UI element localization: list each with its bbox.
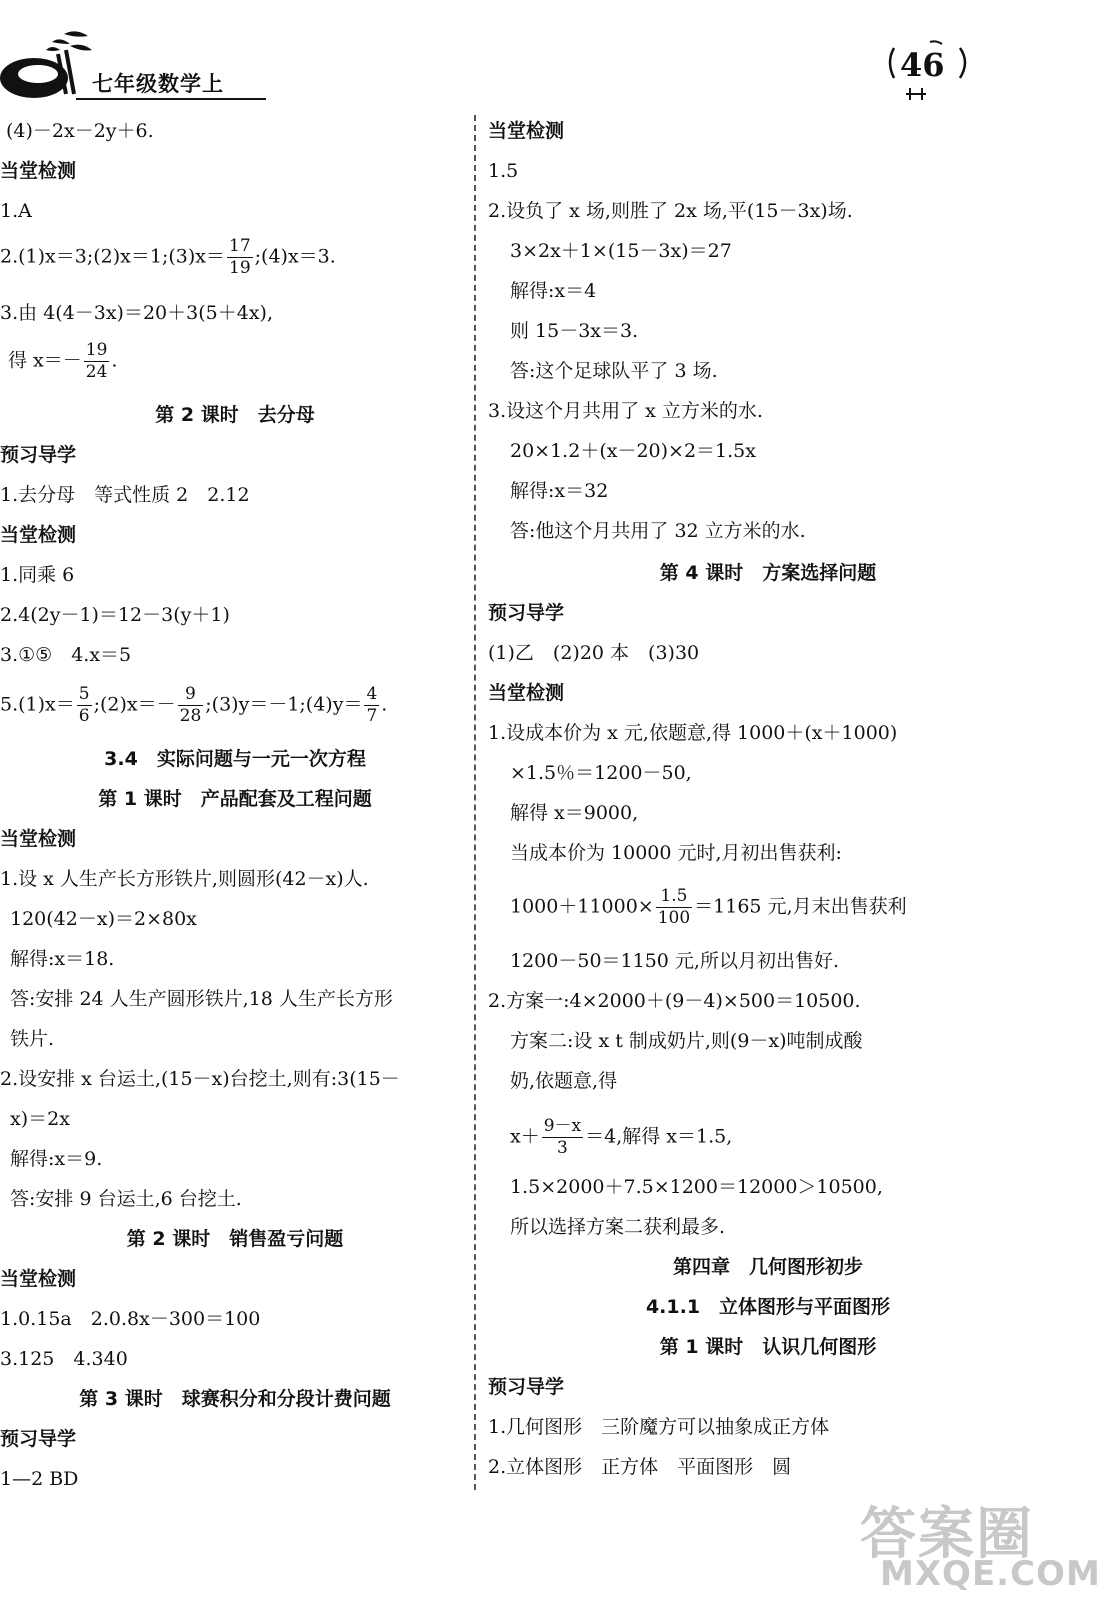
answer-line: 1.设 x 人生产长方形铁片,则圆形(42－x)人.	[0, 868, 369, 890]
answer-line-with-fraction	[0, 238, 336, 277]
answer-line: 1.0.15a 2.0.8x－300＝100	[0, 1308, 261, 1330]
answer-line: 解得:x＝32	[510, 480, 609, 502]
fraction	[364, 686, 379, 725]
answer-line-with-fraction	[510, 888, 907, 927]
section-heading: 预习导学	[488, 1376, 565, 1398]
answer-line: 方案二:设 x t 制成奶片,则(9－x)吨制成酸	[510, 1030, 863, 1052]
fraction	[77, 686, 92, 725]
answer-line: 1.5×2000＋7.5×1200＝12000＞10500,	[510, 1176, 883, 1198]
answer-line: 铁片.	[10, 1028, 55, 1050]
lesson-title: 第 4 课时 方案选择问题	[659, 562, 877, 584]
answer-line: 3.设这个月共用了 x 立方米的水.	[488, 400, 763, 422]
answer-line: x)＝2x	[10, 1108, 70, 1130]
section-title: 3.4 实际问题与一元一次方程	[104, 748, 366, 770]
answer-line: 答:安排 24 人生产圆形铁片,18 人生产长方形	[10, 988, 393, 1010]
answer-line: 答:这个足球队平了 3 场.	[510, 360, 718, 382]
answer-line: 则 15－3x＝3.	[510, 320, 639, 342]
section-heading: 当堂检测	[0, 828, 77, 850]
answer-line: 3×2x＋1×(15－3x)＝27	[510, 240, 732, 262]
fraction-numerator: 1.5	[656, 888, 692, 908]
lesson-title: 第 1 课时 产品配套及工程问题	[98, 788, 372, 810]
fraction	[84, 342, 110, 381]
answer-text: .	[381, 693, 388, 716]
answer-text: 2.(1)x＝3;(2)x＝1;(3)x＝	[0, 245, 225, 268]
lesson-title: 第 1 课时 认识几何图形	[659, 1336, 877, 1358]
answer-line: 解得 x＝9000,	[510, 802, 639, 824]
column-divider	[474, 115, 476, 1490]
fraction-numerator: 4	[366, 684, 378, 704]
answer-line: 20×1.2＋(x－20)×2＝1.5x	[510, 440, 756, 462]
lesson-title: 第 2 课时 销售盈亏问题	[126, 1228, 344, 1250]
answer-line: 2.4(2y－1)＝12－3(y＋1)	[0, 604, 230, 626]
fraction-numerator: 17	[229, 236, 251, 256]
section-heading: 当堂检测	[0, 160, 77, 182]
watermark-logo-text: 答案圈	[860, 1502, 1034, 1567]
lesson-title: 第 3 课时 球赛积分和分段计费问题	[79, 1388, 391, 1410]
fraction	[227, 238, 253, 277]
fraction-denominator: 100	[657, 908, 691, 928]
answer-text: 5.(1)x＝	[0, 693, 75, 716]
section-heading: 当堂检测	[0, 524, 77, 546]
answer-line: 3.125 4.340	[0, 1348, 128, 1370]
answer-line: 答:安排 9 台运土,6 台挖土.	[10, 1188, 242, 1210]
section-heading: 当堂检测	[488, 682, 565, 704]
fraction	[656, 888, 692, 927]
answer-line: 2.设安排 x 台运土,(15－x)台挖土,则有:3(15－	[0, 1068, 400, 1090]
answer-line: 解得:x＝9.	[10, 1148, 103, 1170]
section-heading: 当堂检测	[488, 120, 565, 142]
answer-line: (4)－2x－2y＋6.	[6, 120, 154, 142]
answer-line-with-fraction	[510, 1118, 732, 1157]
answer-text: .	[111, 349, 118, 372]
bamboo-logo-icon	[0, 24, 100, 104]
section-heading: 预习导学	[488, 602, 565, 624]
answer-line: 奶,依题意,得	[510, 1070, 618, 1092]
answer-text: ;(2)x＝－	[93, 693, 176, 716]
answer-line-with-fraction	[0, 686, 387, 725]
watermark	[860, 1490, 1101, 1600]
book-title: 七年级数学上	[92, 72, 224, 96]
answer-line: 1.去分母 等式性质 2 2.12	[0, 484, 250, 506]
fraction-denominator: 24	[85, 362, 108, 382]
answer-text: ;(4)x＝3.	[254, 245, 336, 268]
answer-line: 解得:x＝18.	[10, 948, 115, 970]
answer-text: ＝4,解得 x＝1.5,	[585, 1125, 733, 1148]
fraction-denominator: 19	[229, 258, 251, 278]
answer-line: 答:他这个月共用了 32 立方米的水.	[510, 520, 806, 542]
answer-line: 1200－50＝1150 元,所以月初出售好.	[510, 950, 840, 972]
answer-text: ;(3)y＝－1;(4)y＝	[205, 693, 363, 716]
answer-text: 得 x＝－	[8, 349, 82, 372]
fraction	[178, 686, 204, 725]
section-heading: 当堂检测	[0, 1268, 77, 1290]
answer-line: 当成本价为 10000 元时,月初出售获利:	[510, 842, 842, 864]
fraction	[542, 1118, 583, 1157]
fraction-denominator: 3	[557, 1138, 568, 1158]
page-number: 46	[900, 46, 945, 84]
answer-line: 120(42－x)＝2×80x	[10, 908, 197, 930]
fraction-denominator: 6	[78, 706, 90, 726]
answer-line: 1.A	[0, 200, 32, 222]
answer-line: 1.几何图形 三阶魔方可以抽象成正方体	[488, 1416, 830, 1438]
answer-text: x＋	[510, 1125, 540, 1148]
answer-line: 3.由 4(4－3x)＝20＋3(5＋4x),	[0, 302, 273, 324]
answer-line: 1.设成本价为 x 元,依题意,得 1000＋(x＋1000)	[488, 722, 898, 744]
answer-line: 2.方案一:4×2000＋(9－4)×500＝10500.	[488, 990, 861, 1012]
watermark-url: MXQE.COM	[880, 1554, 1101, 1594]
fraction-numerator: 9－x	[543, 1116, 582, 1136]
answer-line: 1.同乘 6	[0, 564, 75, 586]
answer-line: 1—2 BD	[0, 1468, 79, 1490]
answer-line: 2.设负了 x 场,则胜了 2x 场,平(15－3x)场.	[488, 200, 853, 222]
section-heading: 预习导学	[0, 1428, 77, 1450]
section-heading: 预习导学	[0, 444, 77, 466]
chapter-title: 第四章 几何图形初步	[672, 1256, 863, 1278]
fraction-denominator: 28	[179, 706, 202, 726]
lesson-title: 第 2 课时 去分母	[155, 404, 315, 426]
fraction-numerator: 9	[178, 686, 204, 706]
answer-text: ＝1165 元,月末出售获利	[694, 895, 907, 918]
answer-text: 1000＋11000×	[510, 895, 654, 918]
section-title: 4.1.1 立体图形与平面图形	[645, 1296, 891, 1318]
answer-line: 1.5	[488, 160, 519, 182]
answer-line: ×1.5％＝1200－50,	[510, 762, 692, 784]
fraction-denominator: 7	[366, 706, 378, 726]
answer-line: 3.①⑤ 4.x＝5	[0, 644, 132, 666]
fraction-numerator: 5	[78, 684, 90, 704]
answer-line: 解得:x＝4	[510, 280, 597, 302]
fraction-numerator: 19	[85, 340, 108, 360]
answer-line: 所以选择方案二获利最多.	[510, 1216, 726, 1238]
answer-line: (1)乙 (2)20 本 (3)30	[488, 642, 700, 664]
answer-line: 2.立体图形 正方体 平面图形 圆	[488, 1456, 792, 1478]
answer-line-with-fraction	[8, 342, 117, 381]
header-rule	[76, 98, 266, 100]
page-number-badge	[880, 38, 980, 108]
